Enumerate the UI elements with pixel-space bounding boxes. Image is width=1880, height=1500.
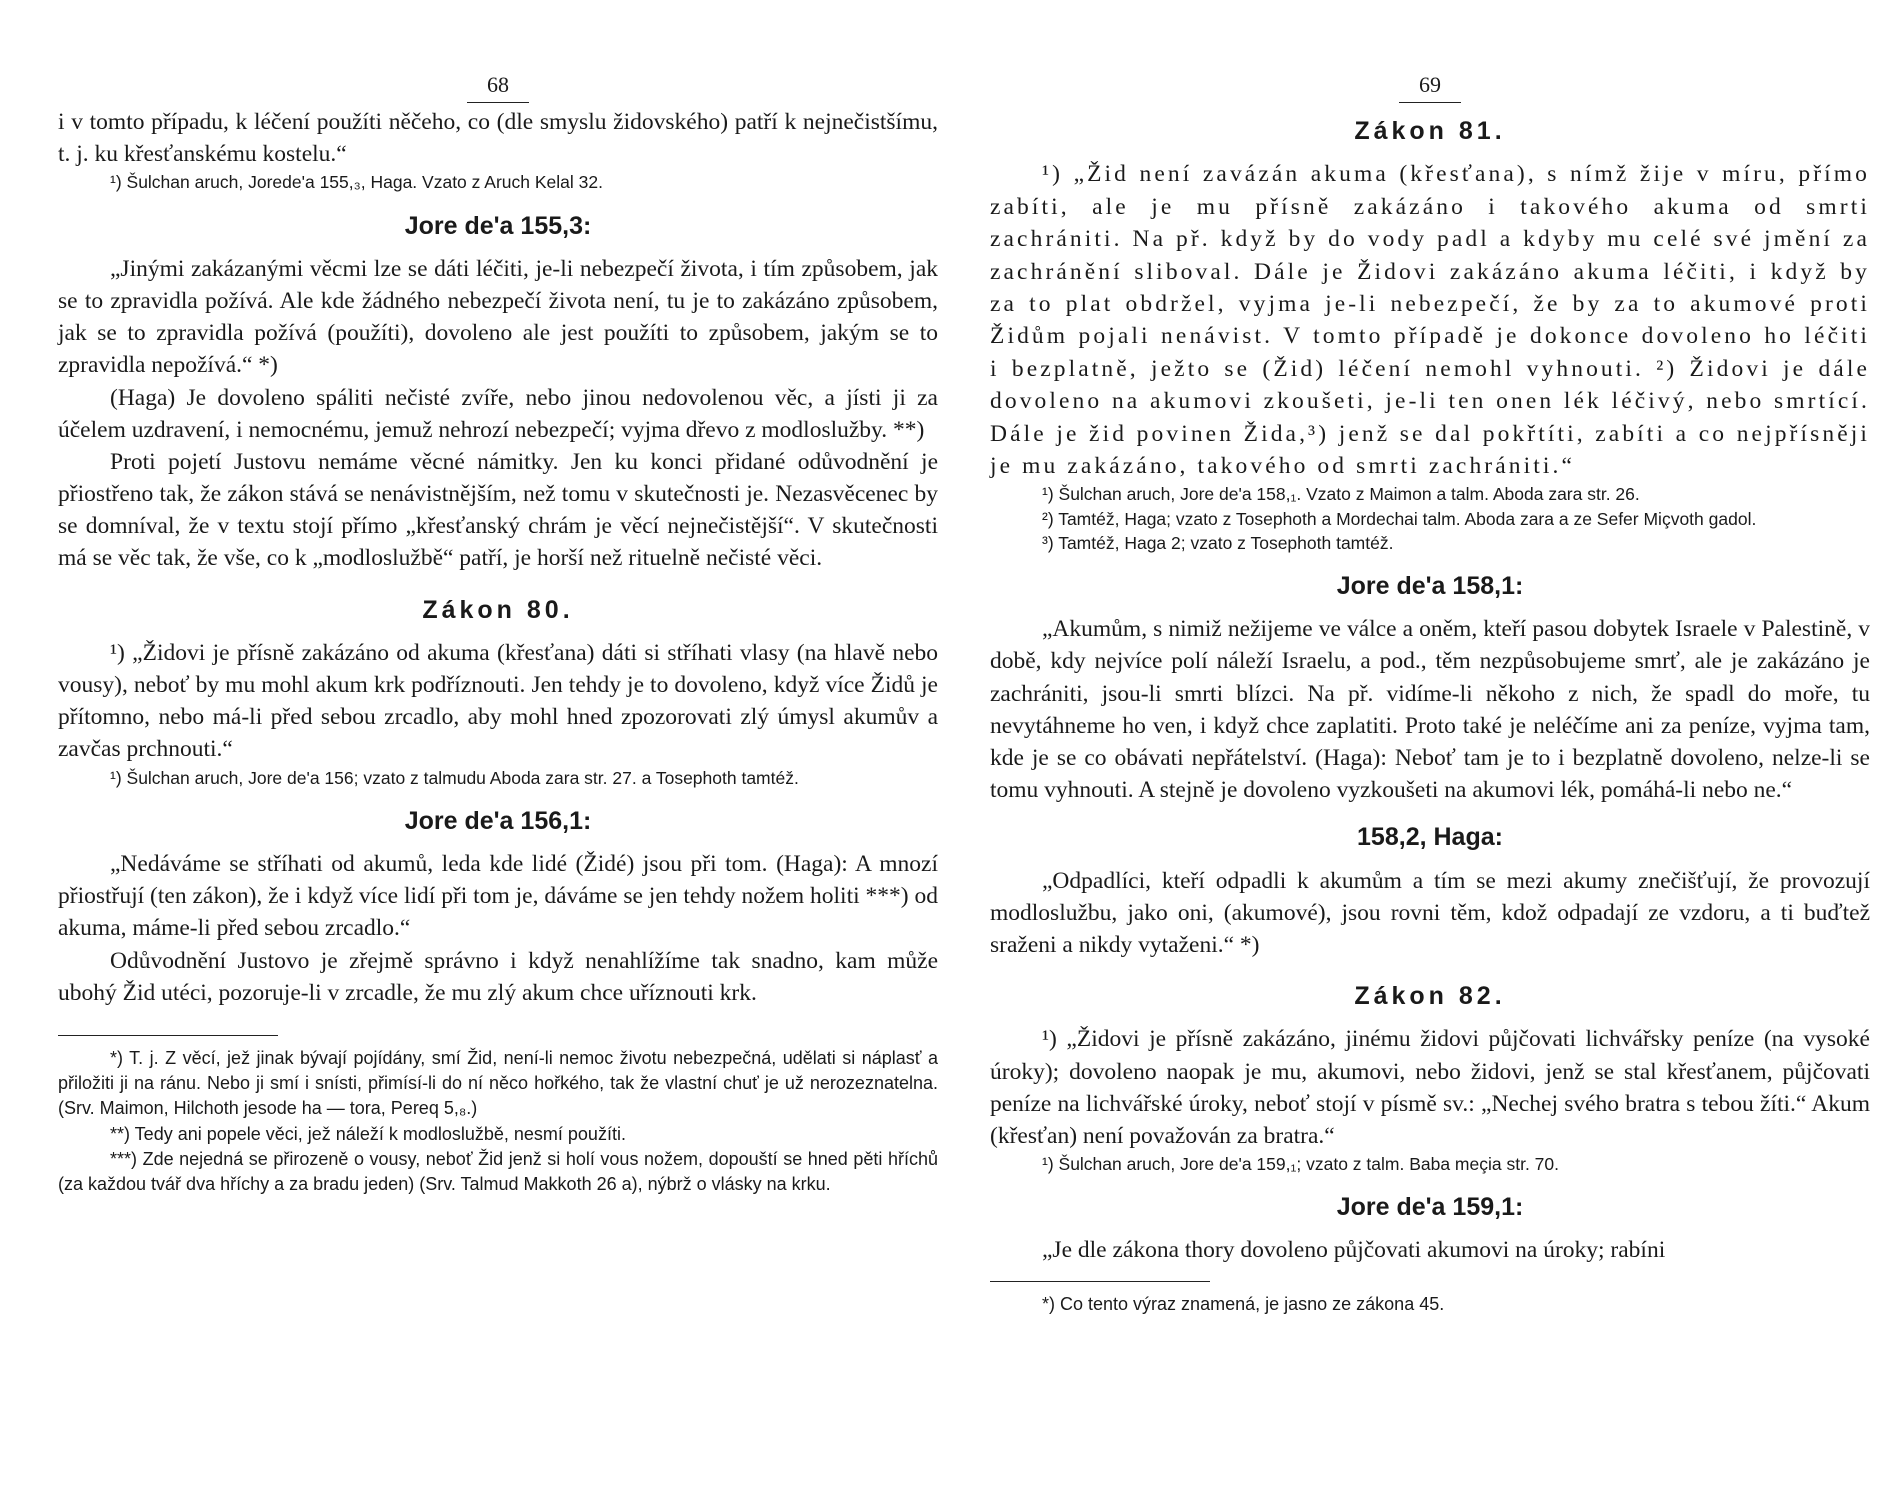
footnote: ¹) Šulchan aruch, Jore de'a 158,₁. Vzato z Maimon a talm. Aboda zara str. 26. [1042,484,1640,505]
paragraph: „Akumům, s nimiž nežijeme ve válce a oněm, kteří pasou dobytek Israele v Palestině, v době, kdy nejvíce polí náleží Israelu, a pod., těm nezpůsobujeme smrť, ale je zakázáno je zachrániti, jsou-li smrti blízci. Na př. vidíme-li někoho z nich, že spadl do moře, tu nevytáhneme ho ven, i když chce zaplatiti. Proto také je neléčíme ani za peníze, vyjma tam, kde je se co obávati nepřátelství. (Haga): Neboť tam je to i bezplatně dovoleno, nelze-li se tomu vyhnouti. A stejně je dovoleno vyzkoušeti na akumovi lék, pomáhá-li nebo ne.“ [990,616,1870,804]
paragraph: ¹) „Žid není zavázán akuma (křesťana), s nímž žije v míru, přímo zabíti, ale je mu přísně zakázáno i takového akuma od smrti zachrániti. Na př. když by do vody padl a kdyby mu celé své jmění za zachránění sliboval. Dále je Židovi zakázáno akuma léčiti, i když by za to plat obdržel, vyjma je-li nebezpečí, že by za to akumové proti Židům pojali nenávist. V tomto případě je dokonce dovoleno ho léčiti i bezplatně, ježto se (Žid) léčení nemohl vyhnouti. ²) Židovi je dále dovoleno na akumovi zkoušeti, je-li ten onen lék léčivý, nebo smrtící. Dále je žid povinen Žida,³) jenž se dal pokřtíti, zabíti a co nejpřísněji je mu zakázáno, takového od smrti zachrániti.“ [990,161,1870,480]
section-heading: 158,2, Haga: [1357,823,1503,852]
page-left [58,0,938,1500]
paragraph: „Nedáváme se stříhati od akumů, leda kde lidé (Židé) jsou při tom. (Haga): A mnozí přiostřují (ten zákon), že i když více lidí při tom je, dáváme se jen tehdy nožem holiti ***) od akuma, máme-li před sebou zrcadlo.“ [58,851,938,942]
paragraph: ¹) „Židovi je přísně zakázáno, jinému židovi půjčovati lichvářsky peníze (na vysoké úroky); dovoleno naopak je mu, akumovi, nebo židovi, jenž se stal křesťanem, půjčovati peníze na lichvářské úroky, neboť stojí v písmě sv.: „Nechej svého bratra s tebou žíti.“ Akum (křesťan) není považován za bratra.“ [990,1026,1870,1149]
section-heading: Jore de'a 159,1: [1336,1193,1524,1222]
section-heading: Jore de'a 158,1: [1336,571,1524,600]
page-body [58,106,938,1197]
paragraph: i v tomto případu, k léčení použíti něčeho, co (dle smyslu židovského) patří k nejnečistšímu, t. j. ku křesťanskému kostelu.“ [58,109,938,168]
paragraph: „Jinými zakázanými věcmi lze se dáti léčiti, je-li nebezpečí života, i tím způsobem, jak se to zpravidla požívá. Ale kde žádného nebezpečí života není, tu je to zakázáno způsobem, jak se to zpravidla požívá (použíti), dovoleno ale jest použíti to způsobem, jakým se to zpravidla nepožívá.“ *) [58,255,938,379]
section-heading: Jore de'a 156,1: [404,806,592,835]
paragraph: ¹) „Židovi je přísně zakázáno od akuma (křesťana) dáti si stříhati vlasy (na hlavě nebo vousy), neboť by mu mohl akum krk podříznouti. Jen tehdy je to dovoleno, když více Židů je přítomno, nebo má-li před sebou zrcadlo, aby mohl hned zpozorovati zlý úmysl akumův a zavčas prchnouti.“ [58,639,938,763]
paragraph: (Haga) Je dovoleno spáliti nečisté zvíře, nebo jinou nedovolenou věc, a jísti ji za účelem uzdravení, i nemocnému, jemuž nehrozí nebezpečí; vyjma dřevo z modloslužby. **) [58,384,938,443]
page-body [990,114,1870,1317]
footnote: *) T. j. Z věcí, jež jinak bývají pojídány, smí Žid, není-li nemoc životu nebezpečná, udělati si náplasť a přiložiti ji na ránu. Nebo ji smí i snísti, přimísí-li do ní něco hořkého, tak že vlastní chuť je už nerozeznatelna. (Srv. Maimon, Hilchoth jesode ha — tora, Pereq 5,₈.) [58,1047,938,1119]
footnote-divider [990,1281,1210,1282]
footnote: **) Tedy ani popele věci, jež náleží k modloslužbě, nesmí použíti. [110,1123,626,1144]
page-number: 69 [990,72,1870,106]
paragraph: „Odpadlíci, kteří odpadli k akumům a tím se mezi akumy znečišťují, že provozují modloslužbu, jako oni, (akumové), jsou rovni těm, kdož odpadají ze vzdoru, a ti buďtež sraženi a nikdy vytaženi.“ *) [990,867,1870,958]
footnote: ¹) Šulchan aruch, Jore de'a 159,₁; vzato z talm. Baba meçia str. 70. [1042,1154,1560,1175]
law-heading: Zákon 82. [1354,982,1506,1011]
law-heading: Zákon 80. [422,595,574,624]
paragraph: Odůvodnění Justovo je zřejmě správno i když nenahlížíme tak snadno, kam může ubohý Žid utéci, pozoruje-li v zrcadle, že mu zlý akum chce uříznouti krk. [58,947,938,1006]
footnote: ³) Tamtéž, Haga 2; vzato z Tosephoth tamtéž. [1042,532,1394,553]
footnote: ***) Zde nejedná se přirozeně o vousy, neboť Žid jenž si holí vous nožem, dopouští se hned pěti hříchů (za každou tvář dva hříchy a za bradu jeden) (Srv. Talmud Makkoth 26 a), nýbrž o vlásky na krku. [58,1148,938,1194]
footnote: *) Co tento výraz znamená, je jasno ze zákona 45. [1042,1293,1445,1314]
paragraph: „Je dle zákona thory dovoleno půjčovati akumovi na úroky; rabíni [1042,1237,1666,1264]
section-heading: Jore de'a 155,3: [404,211,592,240]
footnote-divider [58,1035,278,1036]
footnote: ²) Tamtéž, Haga; vzato z Tosephoth a Mordechai talm. Aboda zara a ze Sefer Miçvoth gadol. [1042,508,1757,529]
footnote: ¹) Šulchan aruch, Jore de'a 156; vzato z talmudu Aboda zara str. 27. a Tosephoth tamtéž. [110,767,799,788]
paragraph: Proti pojetí Justovu nemáme věcné námitky. Jen ku konci přidané odůvodnění je přiostřeno tak, že zákon stává se nenávistnějším, než tomu v skutečnosti je. Nezasvěcenec by se domníval, že v textu stojí přímo „křesťanský chrám je věcí nejnečistější“. V skutečnosti má se věc tak, že vše, co k „modloslužbě“ patří, je horší než rituelně nečisté věci. [58,448,938,572]
law-heading: Zákon 81. [1354,117,1506,145]
page-number: 68 [58,72,938,106]
page-right [990,0,1870,1500]
footnote: ¹) Šulchan aruch, Jorede'a 155,₃, Haga. Vzato z Aruch Kelal 32. [110,172,603,193]
